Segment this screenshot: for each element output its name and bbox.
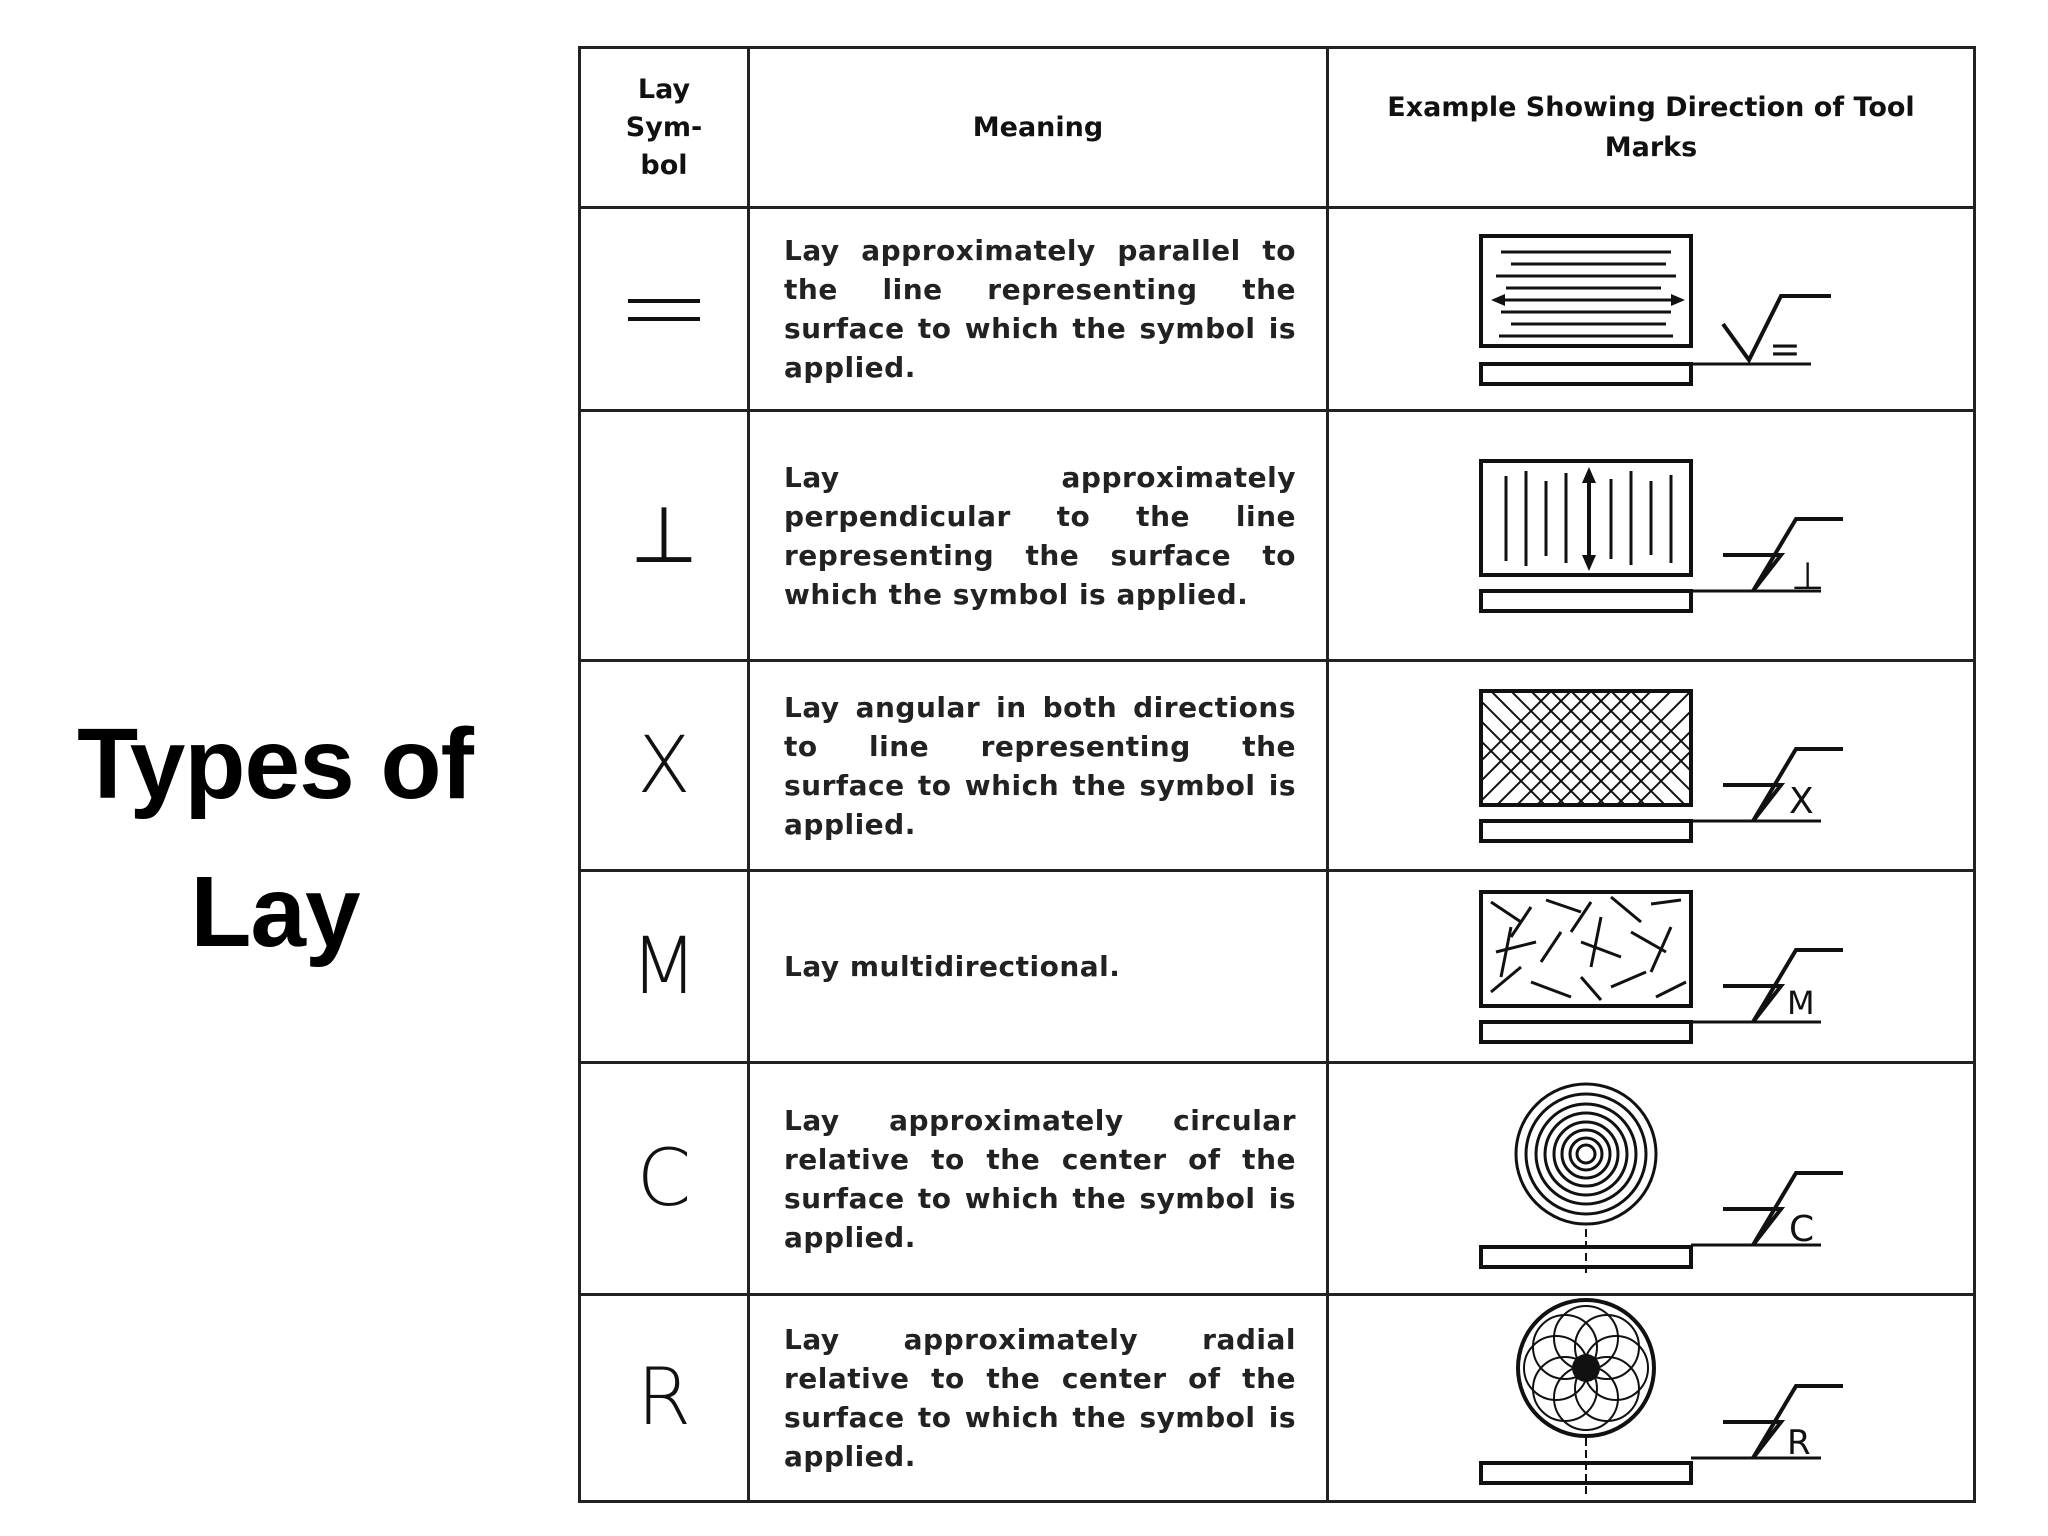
symbol-cell — [580, 1063, 749, 1295]
lay-table-container — [578, 46, 1964, 1500]
slide-title — [40, 690, 510, 986]
header-example: Example Showing Direction of Tool Marks — [1328, 48, 1975, 208]
example-cell — [1328, 208, 1975, 411]
table-row — [580, 1063, 1975, 1295]
meaning-cell: Lay approximately parallel to the line representing the surface to which the symbol is applied. — [749, 208, 1328, 411]
radial-tool-marks-icon — [1451, 1298, 1851, 1498]
svg-text:=: = — [1769, 327, 1801, 371]
meaning-cell: Lay approximately circular relative to the center of the surface to which the symbol is applied. — [749, 1063, 1328, 1295]
symbol-cell — [580, 208, 749, 411]
example-cell — [1328, 1063, 1975, 1295]
example-cell — [1328, 871, 1975, 1063]
svg-text:X: X — [1789, 780, 1814, 822]
cross-icon: X — [637, 720, 691, 811]
meaning-cell: Lay approximately perpendicular to the line representing the surface to which the symbol is applied. — [749, 411, 1328, 661]
table-row — [580, 411, 1975, 661]
symbol-cell — [580, 1295, 749, 1502]
symbol-cell — [580, 871, 749, 1063]
table-row — [580, 1295, 1975, 1502]
radial-icon: R — [636, 1353, 692, 1443]
parallel-tool-marks-icon — [1451, 224, 1851, 394]
crossed-tool-marks-icon — [1451, 681, 1851, 851]
multidirectional-icon: M — [630, 921, 698, 1012]
example-cell — [1328, 411, 1975, 661]
svg-text:M: M — [1787, 983, 1815, 1022]
parallel-lines-icon — [628, 285, 700, 335]
perpendicular-tool-marks-icon — [1451, 451, 1851, 621]
circular-tool-marks-icon — [1451, 1079, 1851, 1279]
header-lay-symbol: Lay Sym-bol — [580, 48, 749, 208]
perpendicular-icon: ⊥ — [630, 490, 698, 581]
meaning-cell: Lay multidirectional. — [749, 871, 1328, 1063]
header-meaning: Meaning — [749, 48, 1328, 208]
example-cell — [1328, 661, 1975, 871]
example-cell — [1328, 1295, 1975, 1502]
table-row — [580, 208, 1975, 411]
slide-title-line-1: Types of — [77, 708, 473, 820]
svg-text:R: R — [1787, 1423, 1811, 1463]
meaning-cell: Lay approximately radial relative to the center of the surface to which the symbol is applied. — [749, 1295, 1328, 1502]
svg-text:⊥: ⊥ — [1791, 553, 1825, 598]
table-row — [580, 661, 1975, 871]
multidirectional-tool-marks-icon — [1451, 882, 1851, 1052]
symbol-cell — [580, 411, 749, 661]
header-row — [580, 48, 1975, 208]
slide-title-line-2: Lay — [190, 856, 360, 968]
table-row — [580, 871, 1975, 1063]
svg-text:C: C — [1789, 1208, 1815, 1250]
circular-icon: C — [636, 1133, 692, 1224]
meaning-cell: Lay angular in both directions to line representing the surface to which the symbol is applied. — [749, 661, 1328, 871]
symbol-cell — [580, 661, 749, 871]
lay-table — [578, 46, 1976, 1503]
